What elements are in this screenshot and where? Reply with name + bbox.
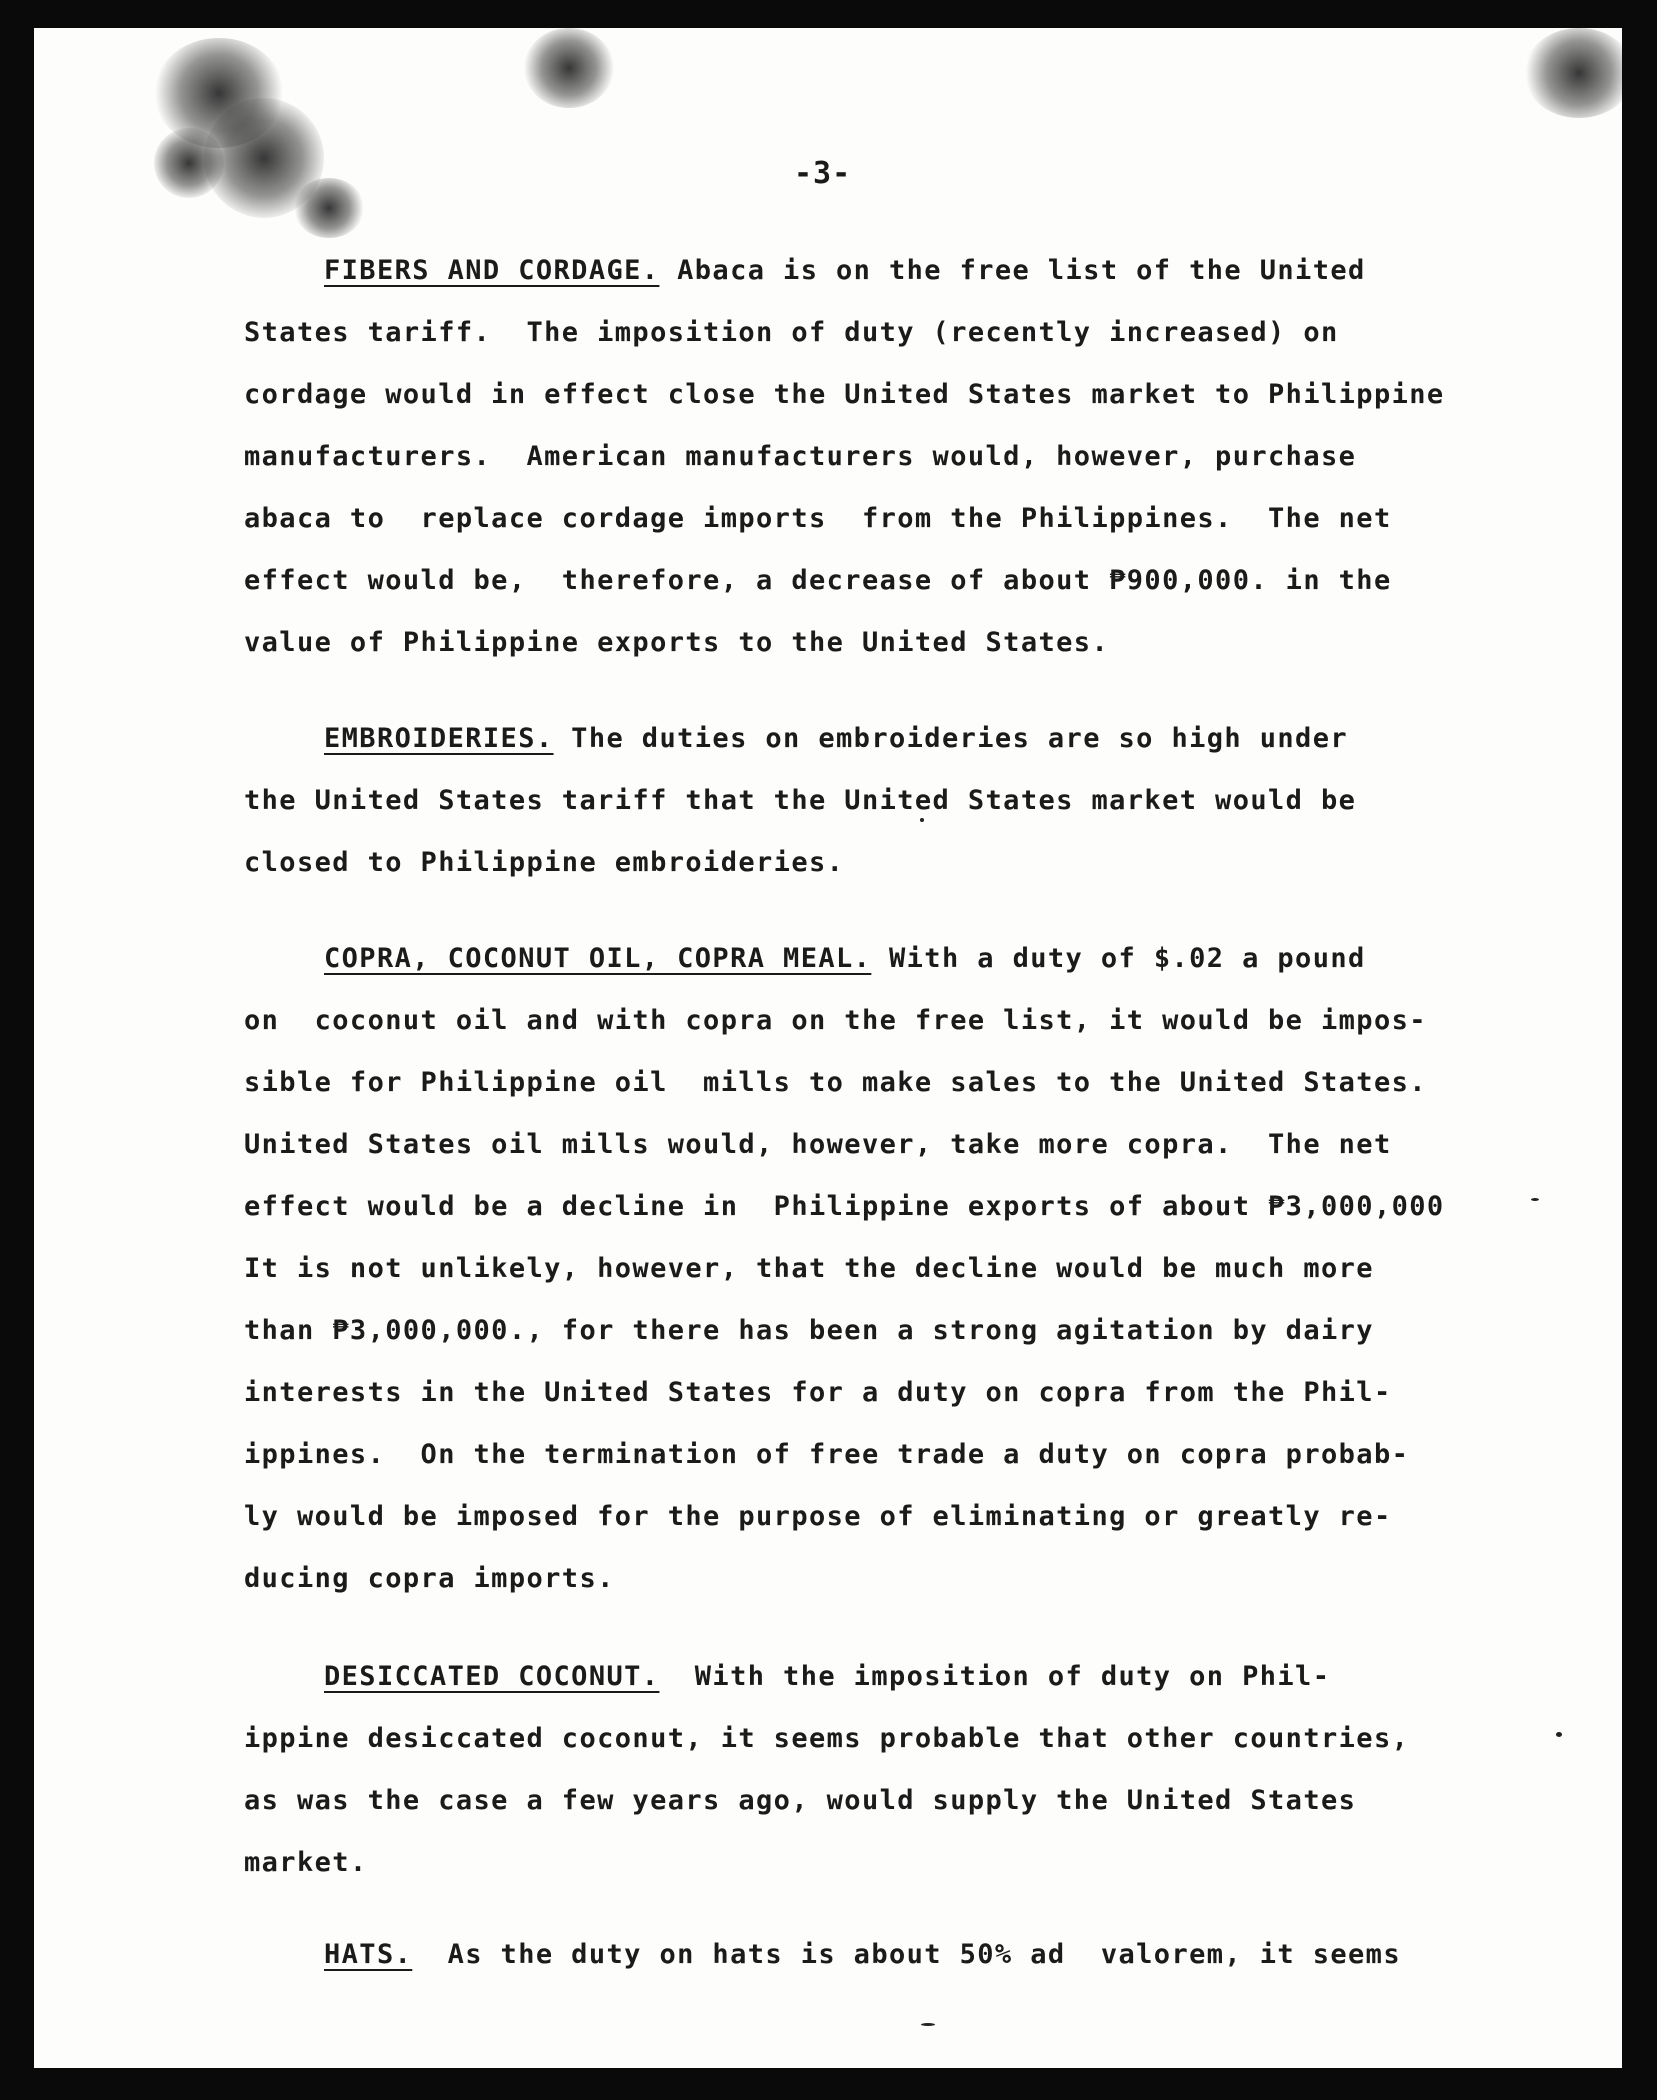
paragraph-line: ippines. On the termination of free trade a duty on copra probab- [244, 1439, 1410, 1470]
paragraph-line: It is not unlikely, however, that the decline would be much more [244, 1253, 1374, 1284]
paragraph-text: With a duty of $.02 a pound [871, 943, 1366, 974]
paragraph-text: As the duty on hats is about 50% ad valorem, it seems [412, 1939, 1401, 1970]
speck [921, 2023, 935, 2026]
paragraph-line: effect would be, therefore, a decrease of about ₱900,000. in the [244, 565, 1392, 596]
paragraph-line: value of Philippine exports to the United States. [244, 627, 1110, 658]
ink-smudge [204, 98, 324, 218]
paragraph-line: States tariff. The imposition of duty (recently increased) on [244, 317, 1339, 348]
section-hats [244, 1924, 1554, 1986]
section-embroideries [244, 708, 1554, 894]
section-heading: COPRA, COCONUT OIL, COPRA MEAL. [324, 943, 872, 974]
paragraph-line: market. [244, 1847, 368, 1878]
speck [1556, 1732, 1562, 1737]
section-heading: HATS. [324, 1939, 413, 1970]
paragraph-line: cordage would in effect close the United States market to Philippine [244, 379, 1445, 410]
paragraph-line [244, 1646, 1554, 1708]
section-heading: EMBROIDERIES. [324, 723, 554, 754]
paragraph-line: abaca to replace cordage imports from the Philippines. The net [244, 503, 1392, 534]
paragraph-line: ducing copra imports. [244, 1563, 615, 1594]
paragraph-line: sible for Philippine oil mills to make sales to the United States. [244, 1067, 1427, 1098]
paragraph-line: as was the case a few years ago, would supply the United States [244, 1785, 1357, 1816]
section-desiccated-coconut [244, 1646, 1554, 1894]
ink-smudge [154, 38, 284, 148]
page-number: -3- [794, 156, 852, 191]
paragraph-line [244, 928, 1554, 990]
paragraph-line [244, 708, 1554, 770]
section-heading: DESICCATED COCONUT. [324, 1661, 660, 1692]
ink-smudge [1524, 28, 1622, 118]
ink-smudge [294, 178, 364, 238]
section-heading: FIBERS AND CORDAGE. [324, 255, 660, 286]
paragraph-line: ippine desiccated coconut, it seems probable that other countries, [244, 1723, 1410, 1754]
paragraph-line [244, 240, 1554, 302]
paragraph-line: effect would be a decline in Philippine exports of about ₱3,000,000 [244, 1191, 1445, 1222]
paragraph-line: than ₱3,000,000., for there has been a strong agitation by dairy [244, 1315, 1374, 1346]
paragraph-line [244, 1924, 1554, 1986]
paragraph-line: ly would be imposed for the purpose of eliminating or greatly re- [244, 1501, 1392, 1532]
document-page [34, 28, 1622, 2068]
paragraph-text: Abaca is on the free list of the United [659, 255, 1366, 286]
paragraph-line: interests in the United States for a duty on copra from the Phil- [244, 1377, 1392, 1408]
ink-smudge [524, 28, 614, 108]
section-copra [244, 928, 1554, 1610]
paragraph-line: manufacturers. American manufacturers would, however, purchase [244, 441, 1357, 472]
paragraph-line: on coconut oil and with copra on the free list, it would be impos- [244, 1005, 1427, 1036]
paragraph-text: With the imposition of duty on Phil- [659, 1661, 1331, 1692]
ink-smudge [154, 128, 224, 198]
paragraph-line: closed to Philippine embroideries. [244, 847, 845, 878]
paragraph-line: the United States tariff that the United States market would be [244, 785, 1357, 816]
section-fibers-and-cordage [244, 240, 1554, 674]
paragraph-line: United States oil mills would, however, take more copra. The net [244, 1129, 1392, 1160]
paragraph-text: The duties on embroideries are so high under [553, 723, 1349, 754]
